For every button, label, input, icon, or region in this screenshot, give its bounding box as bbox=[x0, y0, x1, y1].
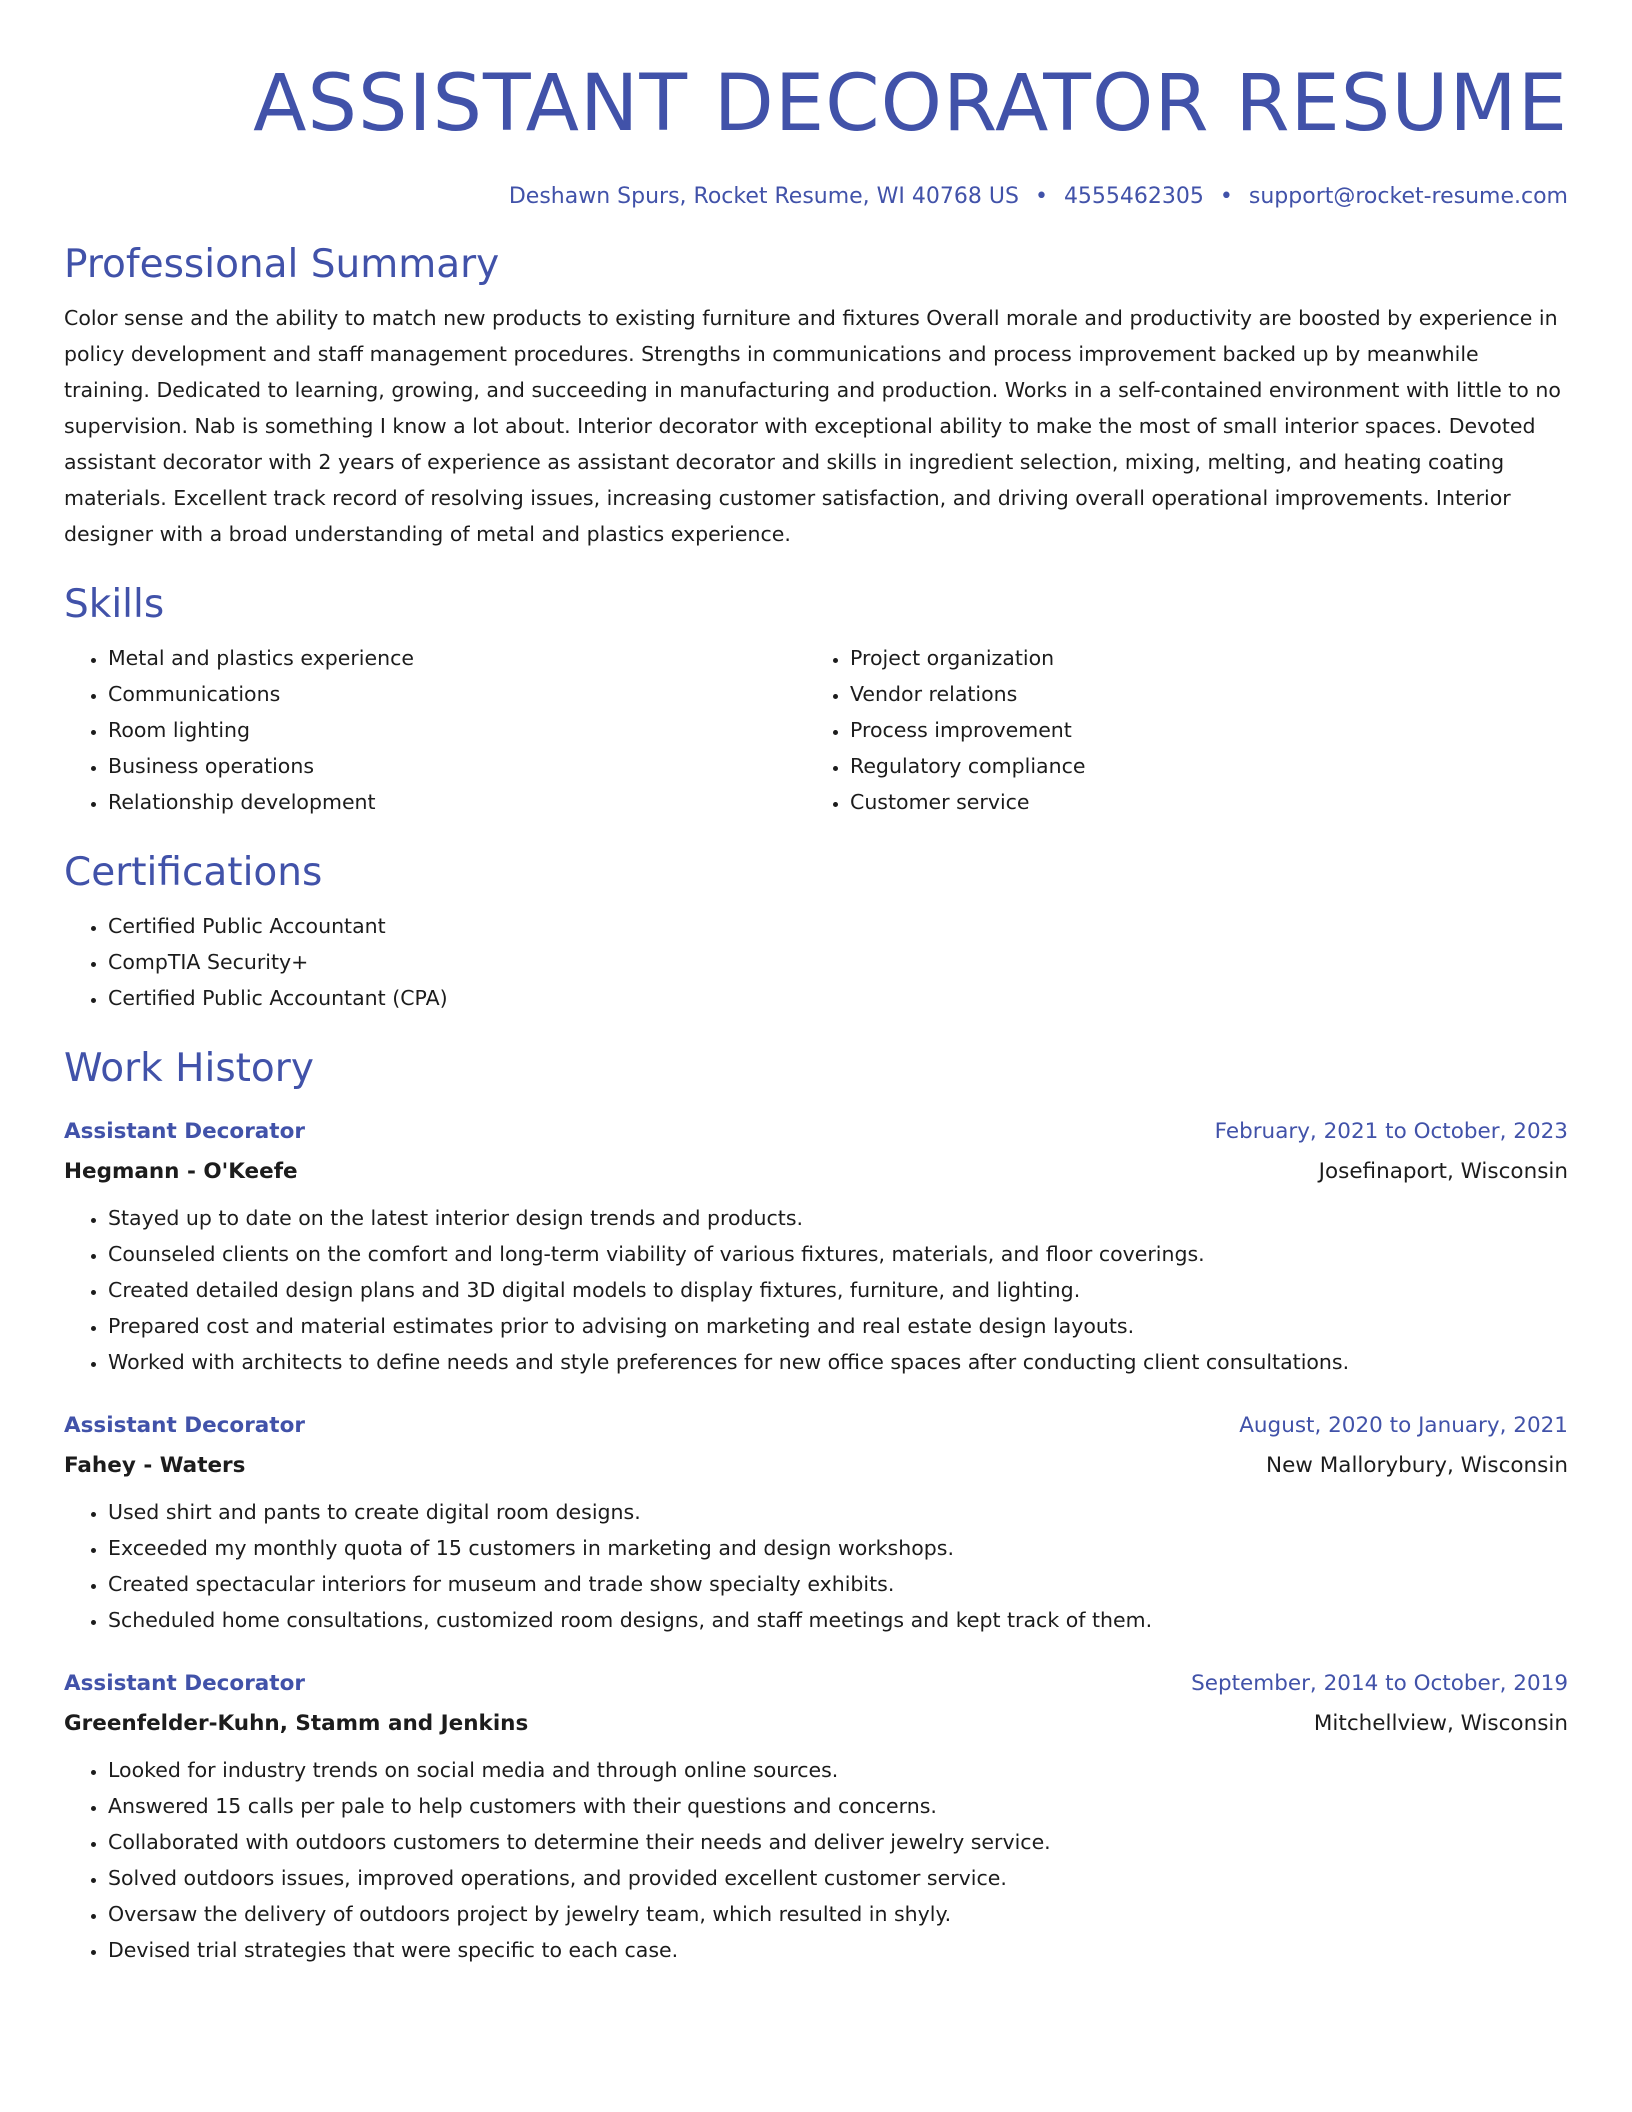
resume-page bbox=[64, 0, 1568, 1968]
skill-item: • Project organization bbox=[850, 640, 1548, 676]
job-title: Assistant Decorator bbox=[64, 1119, 305, 1144]
job-company: Fahey - Waters bbox=[64, 1453, 246, 1478]
skill-item: • Metal and plastics experience bbox=[108, 640, 806, 676]
job-dates: September, 2014 to October, 2019 bbox=[1191, 1671, 1568, 1696]
contact-email: support@rocket-resume.com bbox=[1248, 184, 1568, 209]
skill-item: • Communications bbox=[108, 676, 806, 712]
certifications-heading: Certifications bbox=[64, 850, 323, 895]
skill-item: • Customer service bbox=[850, 784, 1548, 820]
job-entry bbox=[64, 1112, 1568, 1380]
job-duties-list bbox=[64, 1752, 1568, 1968]
job-duty: • Stayed up to date on the latest interior design trends and products. bbox=[108, 1200, 1568, 1236]
contact-address: Deshawn Spurs, Rocket Resume, WI 40768 US bbox=[508, 184, 1019, 209]
job-duty: • Prepared cost and material estimates prior to advising on marketing and real estate design layouts. bbox=[108, 1308, 1568, 1344]
job-header-row bbox=[64, 1406, 1568, 1446]
skills-heading: Skills bbox=[64, 582, 165, 627]
job-title: Assistant Decorator bbox=[64, 1671, 305, 1696]
job-header-row bbox=[64, 1664, 1568, 1704]
certifications-list bbox=[64, 908, 1568, 1016]
job-duty: • Used shirt and pants to create digital room designs. bbox=[108, 1494, 1568, 1530]
job-duty: • Created spectacular interiors for museum and trade show specialty exhibits. bbox=[108, 1566, 1568, 1602]
job-duty: • Counseled clients on the comfort and long-term viability of various fixtures, materials, and floor coverings. bbox=[108, 1236, 1568, 1272]
skill-item: • Vendor relations bbox=[850, 676, 1548, 712]
job-company-row bbox=[64, 1152, 1568, 1192]
job-location: Josefinaport, Wisconsin bbox=[1318, 1159, 1568, 1184]
certification-item: • Certified Public Accountant bbox=[108, 908, 1568, 944]
job-dates: February, 2021 to October, 2023 bbox=[1214, 1119, 1568, 1144]
job-duty: • Exceeded my monthly quota of 15 customers in marketing and design workshops. bbox=[108, 1530, 1568, 1566]
job-duties-list bbox=[64, 1200, 1568, 1380]
summary-text: Color sense and the ability to match new products to existing furniture and fixtures Overall morale and productivity are boosted by experience in policy development and staff management procedures. Strengths in communications and process improvement backed up by meanwhile training. Dedicated to learning, growing, and succeeding in manufacturing and production. Works in a self-contained environment with little to no supervision. Nab is something I know a lot about. Interior decorator with exceptional ability to make the most of small interior spaces. Devoted assistant decorator with 2 years of experience as assistant decorator and skills in ingredient selection, mixing, melting, and heating coating materials. Excellent track record of resolving issues, increasing customer satisfaction, and driving overall operational improvements. Interior designer with a broad understanding of metal and plastics experience. bbox=[64, 306, 1561, 546]
job-header-row bbox=[64, 1112, 1568, 1152]
skill-item: • Regulatory compliance bbox=[850, 748, 1548, 784]
contact-line bbox=[64, 182, 1568, 212]
job-location: Mitchellview, Wisconsin bbox=[1313, 1711, 1568, 1736]
job-title: Assistant Decorator bbox=[64, 1413, 305, 1438]
skills-column-left bbox=[64, 640, 806, 820]
job-company: Hegmann - O'Keefe bbox=[64, 1159, 298, 1184]
job-duty: • Collaborated with outdoors customers to determine their needs and deliver jewelry service. bbox=[108, 1824, 1568, 1860]
contact-separator: • bbox=[1219, 184, 1233, 209]
job-company: Greenfelder-Kuhn, Stamm and Jenkins bbox=[64, 1711, 529, 1736]
job-duty: • Created detailed design plans and 3D digital models to display fixtures, furniture, and lighting. bbox=[108, 1272, 1568, 1308]
skills-list-left bbox=[64, 640, 806, 820]
job-company-row bbox=[64, 1446, 1568, 1486]
skill-item: • Relationship development bbox=[108, 784, 806, 820]
job-duty: • Oversaw the delivery of outdoors project by jewelry team, which resulted in shyly. bbox=[108, 1896, 1568, 1932]
skills-grid bbox=[64, 640, 1568, 820]
job-duty: • Solved outdoors issues, improved operations, and provided excellent customer service. bbox=[108, 1860, 1568, 1896]
job-duty: • Scheduled home consultations, customized room designs, and staff meetings and kept track of them. bbox=[108, 1602, 1568, 1638]
skills-column-right bbox=[806, 640, 1548, 820]
job-duty: • Devised trial strategies that were specific to each case. bbox=[108, 1932, 1568, 1968]
summary-heading: Professional Summary bbox=[64, 242, 500, 287]
job-duties-list bbox=[64, 1494, 1568, 1638]
job-duty: • Looked for industry trends on social media and through online sources. bbox=[108, 1752, 1568, 1788]
skill-item: • Process improvement bbox=[850, 712, 1548, 748]
job-location: New Mallorybury, Wisconsin bbox=[1266, 1453, 1568, 1478]
job-duty: • Worked with architects to define needs and style preferences for new office spaces after conducting client consultations. bbox=[108, 1344, 1568, 1380]
job-entry bbox=[64, 1664, 1568, 1968]
contact-phone: 4555462305 bbox=[1063, 184, 1204, 209]
skills-list-right bbox=[806, 640, 1548, 820]
work-history-heading: Work History bbox=[64, 1046, 314, 1091]
skill-item: • Business operations bbox=[108, 748, 806, 784]
job-company-row bbox=[64, 1704, 1568, 1744]
certification-item: • Certified Public Accountant (CPA) bbox=[108, 980, 1568, 1016]
job-duty: • Answered 15 calls per pale to help customers with their questions and concerns. bbox=[108, 1788, 1568, 1824]
resume-title: ASSISTANT DECORATOR RESUME bbox=[253, 59, 1568, 149]
job-entry bbox=[64, 1406, 1568, 1638]
job-dates: August, 2020 to January, 2021 bbox=[1239, 1413, 1568, 1438]
contact-separator: • bbox=[1034, 184, 1048, 209]
skill-item: • Room lighting bbox=[108, 712, 806, 748]
certification-item: • CompTIA Security+ bbox=[108, 944, 1568, 980]
